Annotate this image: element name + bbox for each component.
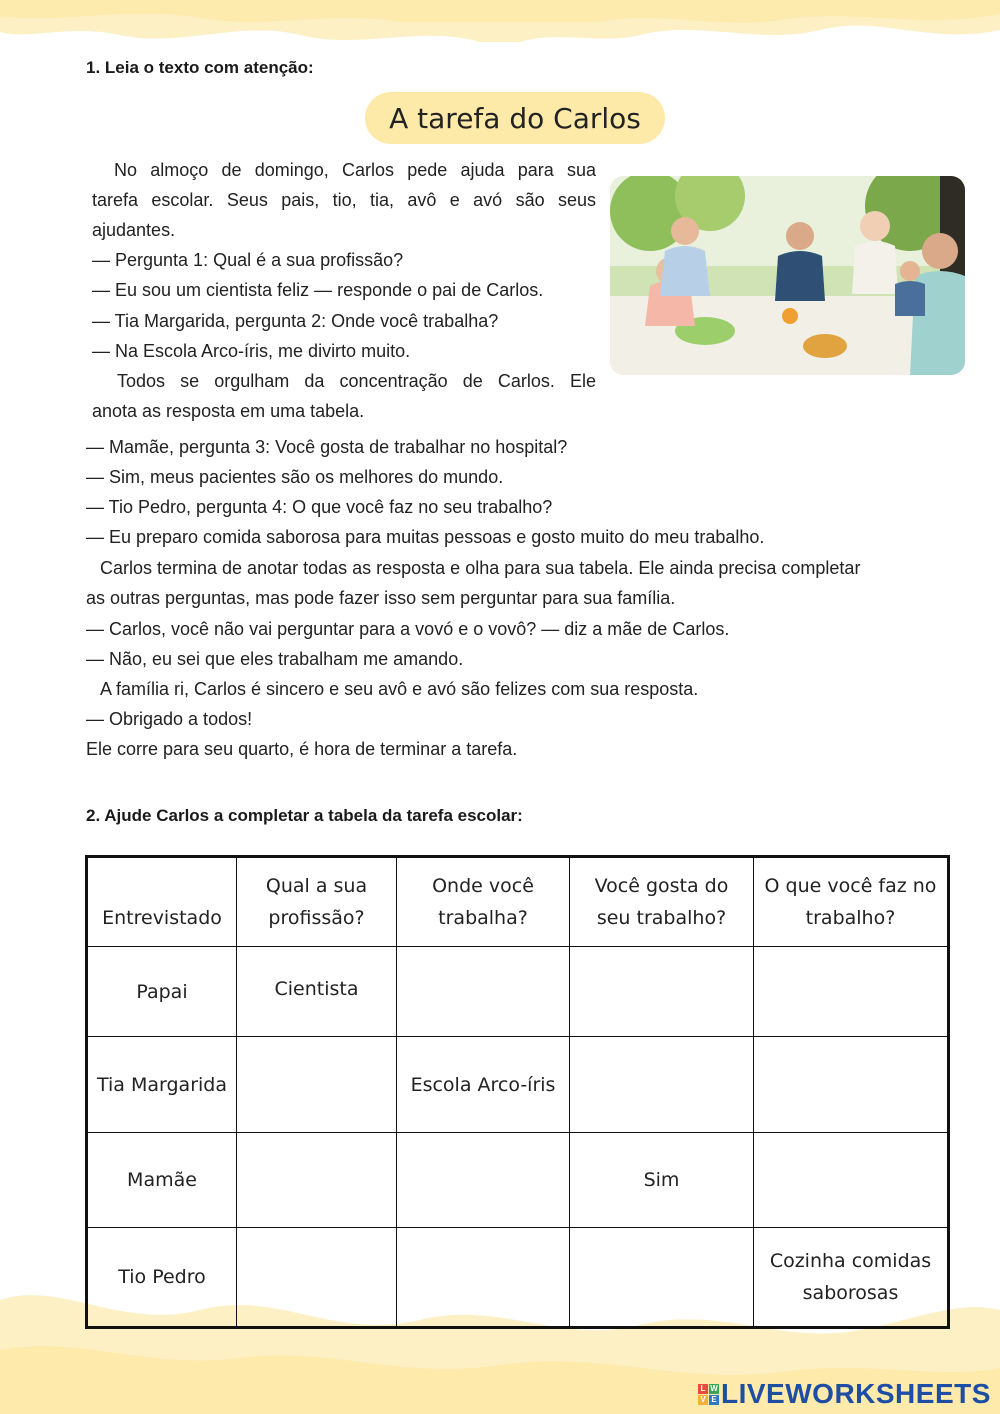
story-line: — Na Escola Arco-íris, me divirto muito.: [92, 341, 411, 361]
question-1-heading: 1. Leia o texto com atenção:: [86, 58, 314, 77]
story-line: — Tio Pedro, pergunta 4: O que você faz no seu trabalho?: [86, 497, 553, 517]
story-line: anota as resposta em uma tabela.: [92, 401, 365, 421]
story-title: A tarefa do Carlos: [365, 92, 665, 144]
column-header-onde-trabalha: Onde você trabalha?: [397, 857, 570, 947]
answer-cell[interactable]: [237, 1133, 397, 1228]
answer-cell[interactable]: [754, 1133, 949, 1228]
answer-cell[interactable]: [570, 947, 754, 1037]
answer-cell[interactable]: Cozinha comidas saborosas: [754, 1228, 949, 1328]
story-line: Carlos termina de anotar todas as resposta e olha para sua tabela. Ele ainda precisa completar: [100, 558, 861, 578]
story-line: Ele corre para seu quarto, é hora de terminar a tarefa.: [86, 739, 518, 759]
story-line: ajudantes.: [92, 220, 176, 240]
row-label: Tia Margarida: [87, 1037, 237, 1133]
story-line: A família ri, Carlos é sincero e seu avô e avó são felizes com sua resposta.: [100, 679, 699, 699]
table-row: [87, 1228, 949, 1328]
answer-cell[interactable]: [754, 947, 949, 1037]
logo-text: LIVEWORKSHEETS: [721, 1378, 991, 1409]
liveworksheets-logo: [698, 1378, 991, 1410]
story-line: — Carlos, você não vai perguntar para a vovó e o vovô? — diz a mãe de Carlos.: [86, 619, 730, 639]
story-line: as outras perguntas, mas pode fazer isso sem perguntar para sua família.: [86, 588, 676, 608]
table-row: [87, 1133, 949, 1228]
logo-letter: V: [698, 1395, 708, 1405]
table-row: [87, 1037, 949, 1133]
answer-cell[interactable]: [754, 1037, 949, 1133]
answer-cell[interactable]: Sim: [570, 1133, 754, 1228]
row-label: Papai: [87, 947, 237, 1037]
answer-cell[interactable]: [237, 1037, 397, 1133]
story-line: — Não, eu sei que eles trabalham me amando.: [86, 649, 464, 669]
column-header-entrevistado: Entrevistado: [87, 857, 237, 947]
answer-cell[interactable]: [237, 1228, 397, 1328]
story-line: tarefa escolar. Seus pais, tio, tia, avô e avó são seus: [92, 190, 596, 210]
story-line: — Tia Margarida, pergunta 2: Onde você trabalha?: [92, 311, 499, 331]
story-line: Todos se orgulham da concentração de Carlos. Ele: [117, 371, 596, 391]
table-row: [87, 947, 949, 1037]
story-line: — Pergunta 1: Qual é a sua profissão?: [92, 250, 404, 270]
answer-cell[interactable]: Escola Arco-íris: [397, 1037, 570, 1133]
answer-cell[interactable]: [570, 1228, 754, 1328]
story-line: — Obrigado a todos!: [86, 709, 253, 729]
logo-letter: W: [710, 1383, 718, 1393]
answer-cell[interactable]: [397, 947, 570, 1037]
table-header-row: [87, 857, 949, 947]
story-line: No almoço de domingo, Carlos pede ajuda para sua: [114, 160, 596, 180]
answer-cell[interactable]: Cientista: [237, 947, 397, 1037]
logo-letter: E: [709, 1395, 719, 1405]
story-line: — Sim, meus pacientes são os melhores do mundo.: [86, 467, 504, 487]
story-line: — Eu preparo comida saborosa para muitas pessoas e gosto muito do meu trabalho.: [86, 527, 765, 547]
interview-table: [85, 855, 950, 1329]
column-header-profissao: Qual a sua profissão?: [237, 857, 397, 947]
answer-cell[interactable]: [397, 1228, 570, 1328]
column-header-o-que-faz: O que você faz no trabalho?: [754, 857, 949, 947]
answer-cell[interactable]: [570, 1037, 754, 1133]
story-line: — Mamãe, pergunta 3: Você gosta de trabalhar no hospital?: [86, 437, 568, 457]
story-line: — Eu sou um cientista feliz — responde o pai de Carlos.: [92, 280, 544, 300]
row-label: Mamãe: [87, 1133, 237, 1228]
logo-letter: L: [698, 1384, 708, 1394]
column-header-gosta-trabalho: Você gosta do seu trabalho?: [570, 857, 754, 947]
family-lunch-photo: [610, 176, 965, 375]
row-label: Tio Pedro: [87, 1228, 237, 1328]
answer-cell[interactable]: [397, 1133, 570, 1228]
question-2-heading: 2. Ajude Carlos a completar a tabela da tarefa escolar:: [86, 806, 523, 825]
logo-grid-icon: [698, 1384, 719, 1405]
